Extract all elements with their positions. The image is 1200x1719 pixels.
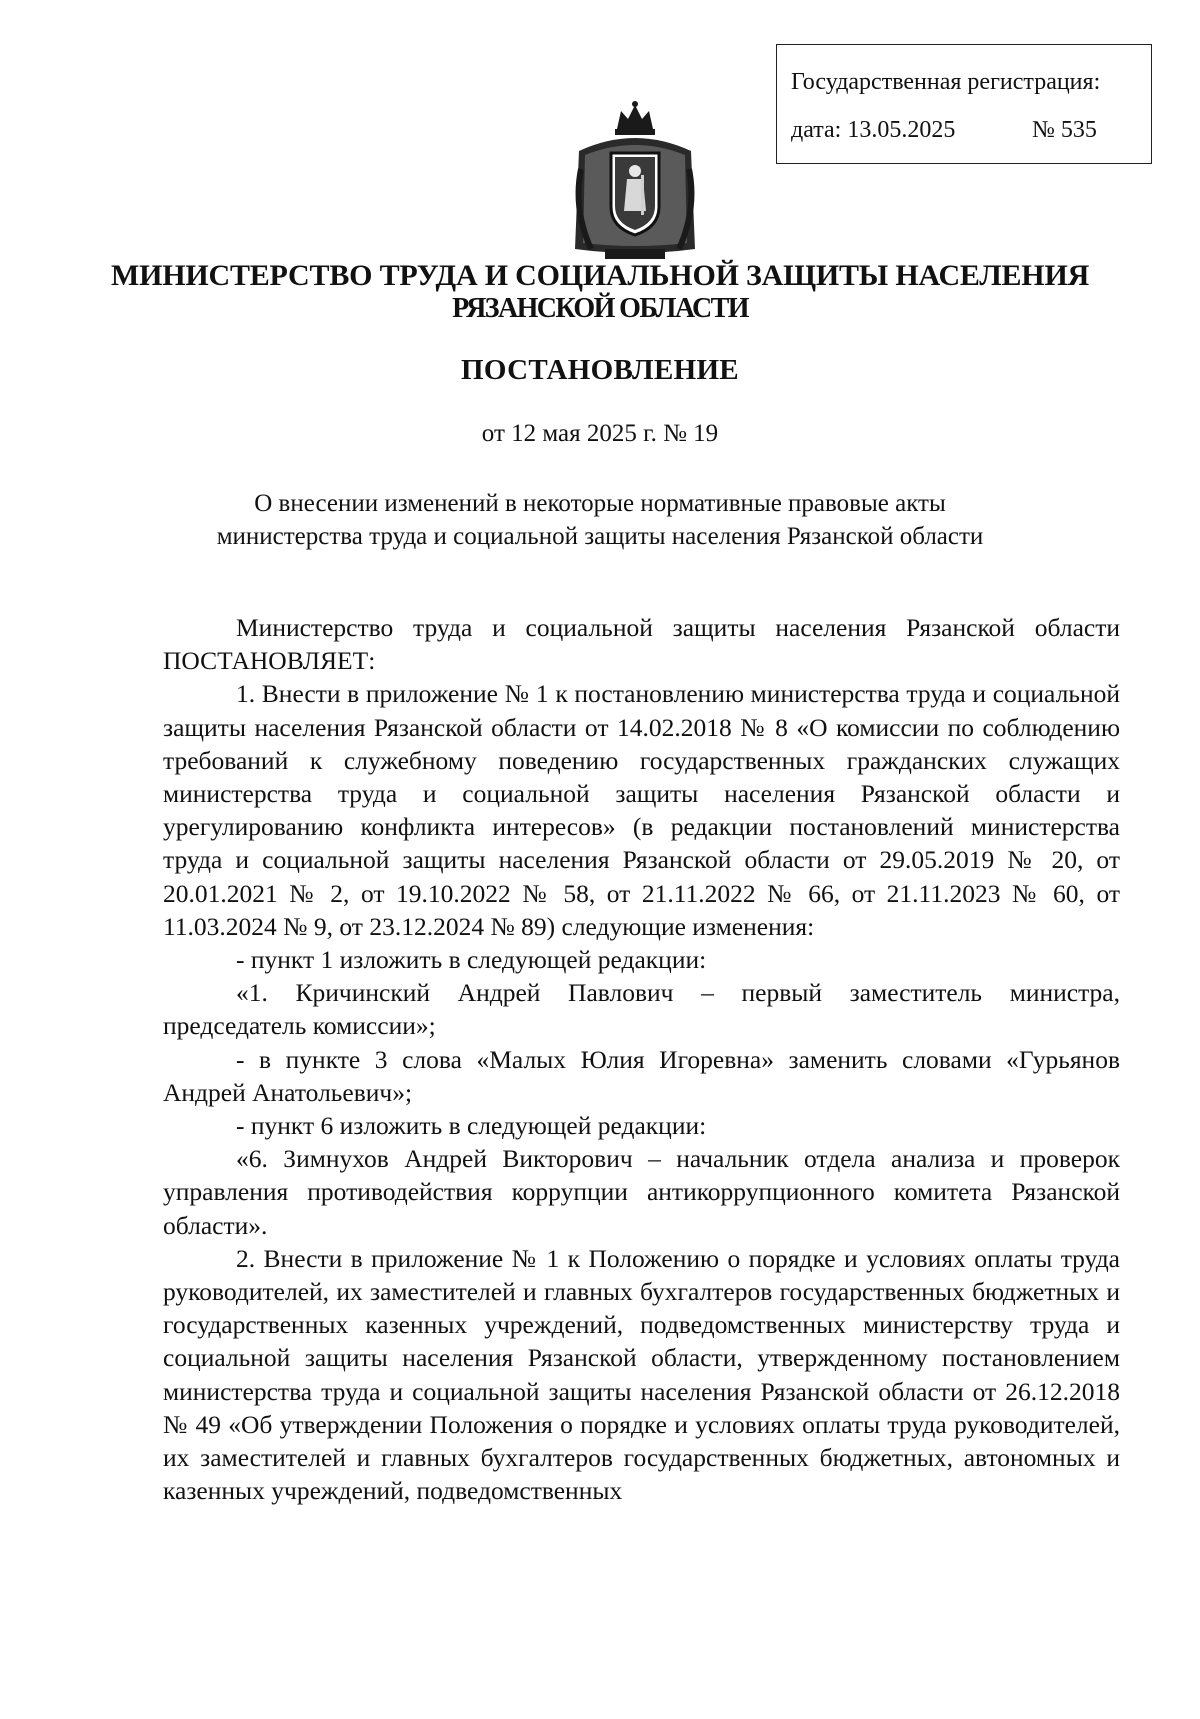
registration-date: дата: 13.05.2025 xyxy=(791,117,956,143)
body-paragraph: - в пункте 3 слова «Малых Юлия Игоревна» заменить словами «Гурьянов Андрей Анатольевич»; xyxy=(163,1044,1120,1107)
subject-line: О внесении изменений в некоторые нормативные правовые акты xyxy=(254,490,946,517)
registration-stamp xyxy=(776,44,1152,164)
body-paragraph: 1. Внести в приложение № 1 к постановлению министерства труда и социальной защиты населения Рязанской области от 14.02.2018 № 8 «О комиссии по соблюдению требований к служебному поведению государственных гражданских служащих министерства труда и социальной защиты населения Рязанской области и урегулированию конфликта интересов» (в редакции постановлений министерства труда и социальной защиты населения Рязанской области от 29.05.2019 № 20, от 20.01.2021 № 2, от 19.10.2022 № 58, от 21.11.2022 № 66, от 21.11.2023 № 60, от 11.03.2024 № 9, от 23.12.2024 № 89) следующие изменения: xyxy=(163,679,1120,941)
coat-of-arms-icon xyxy=(571,99,699,266)
document-subject xyxy=(150,487,1050,553)
body-paragraph: Министерство труда и социальной защиты населения Рязанской области ПОСТАНОВЛЯЕТ: xyxy=(163,613,1120,676)
registration-title: Государственная регистрация: xyxy=(791,69,1101,95)
registration-number: № 535 xyxy=(1032,117,1097,143)
body-paragraph: «1. Кричинский Андрей Павлович – первый заместитель министра, председатель комиссии»; xyxy=(163,978,1120,1041)
body-paragraph: 2. Внести в приложение № 1 к Положению о порядке и условиях оплаты труда руководителей, их заместителей и главных бухгалтеров государственных бюджетных и государственных казенных учреждений, подведомственных министерству труда и социальной защиты населения Рязанской области, утвержденному постановлением министерства труда и социальной защиты населения Рязанской области от 26.12.2018 № 49 «Об утверждении Положения о порядке и условиях оплаты труда руководителей, их заместителей и главных бухгалтеров государственных бюджетных, автономных и казенных учреждений, подведомственных xyxy=(163,1243,1120,1506)
document-body xyxy=(163,611,1120,1507)
document-date: от 12 мая 2025 г. № 19 xyxy=(481,420,719,447)
body-paragraph: - пункт 6 изложить в следующей редакции: xyxy=(236,1111,707,1141)
ministry-name-line2: РЯЗАНСКОЙ ОБЛАСТИ xyxy=(452,293,748,324)
document-type: ПОСТАНОВЛЕНИЕ xyxy=(461,354,739,386)
body-paragraph: - пункт 1 изложить в следующей редакции: xyxy=(236,945,707,975)
body-paragraph: «6. Зимнухов Андрей Викторович – начальник отдела анализа и проверок управления противодействия коррупции антикоррупционного комитета Рязанской области». xyxy=(163,1144,1120,1240)
ministry-name-line1: МИНИСТЕРСТВО ТРУДА И СОЦИАЛЬНОЙ ЗАЩИТЫ НАСЕЛЕНИЯ xyxy=(110,259,1090,292)
subject-line: министерства труда и социальной защиты населения Рязанской области xyxy=(216,523,984,550)
